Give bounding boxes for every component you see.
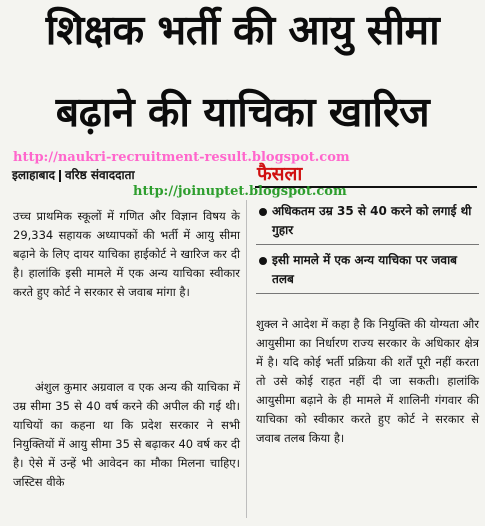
headline-line-2: बढ़ाने की याचिका खारिज bbox=[55, 88, 430, 136]
byline bbox=[12, 166, 135, 183]
bullet-dot-icon bbox=[259, 257, 267, 265]
headline-line-1: शिक्षक भर्ती की आयु सीमा bbox=[45, 6, 440, 54]
byline-separator bbox=[59, 170, 61, 182]
bullet-item bbox=[256, 251, 479, 294]
article-paragraph-1: उच्च प्राथमिक स्कूलों में गणित और विज्ञान विषय के 29,334 सहायक अध्यापकों की भर्ती में आयु सीमा बढ़ाने के लिए दायर याचिका हाईकोर्ट ने खारिज कर दी है। हालांकि इसी मामले में एक अन्य याचिका स्वीकार करते हुए कोर्ट ने सरकार से जवाब मांगा है। bbox=[13, 209, 240, 299]
watermark-url-bottom: http://joinuptet.blogspot.com bbox=[133, 184, 347, 199]
kicker-label: फैसला bbox=[257, 163, 303, 185]
column-divider bbox=[246, 200, 247, 518]
article-paragraph-2: अंशुल कुमार अग्रवाल व एक अन्य की याचिका में उम्र सीमा 35 से 40 वर्ष करने की अपील की गई थी। याचियों का कहना था कि प्रदेश सरकार ने सभी नियुक्तियों में आयु सीमा 35 से बढ़ाकर 40 वर्ष कर दी है। ऐसे में उन्हें भी आवेदन का मौका मिलना चाहिए। जस्टिस वीके bbox=[13, 380, 240, 489]
byline-reporter: वरिष्ठ संवाददाता bbox=[64, 168, 135, 182]
bullet-text: इसी मामले में एक अन्य याचिका पर जवाब तलब bbox=[272, 253, 458, 286]
bullet-text: अधिकतम उम्र 35 से 40 करने को लगाई थी गुहार bbox=[272, 204, 472, 237]
highlight-bullets bbox=[256, 202, 479, 300]
article-paragraph-3: शुक्ल ने आदेश में कहा है कि नियुक्ति की योग्यता और आयुसीमा का निर्धारण राज्य सरकार के अधिकार क्षेत्र में है। यदि कोई भर्ती प्रक्रिया की शर्तें पूरी नहीं करता तो उसे कोई राहत नहीं दी जा सकती। हालांकि आयुसीमा बढ़ाने के ही मामले में शालिनी गंगवार की याचिका को स्वीकार करते हुए कोर्ट ने सरकार से जवाब तलब किया है। bbox=[256, 317, 479, 445]
watermark-url-top: http://naukri-recruitment-result.blogspot.com bbox=[13, 150, 350, 165]
byline-place: इलाहाबाद bbox=[12, 168, 55, 182]
bullet-item bbox=[256, 202, 479, 245]
bullet-dot-icon bbox=[259, 208, 267, 216]
